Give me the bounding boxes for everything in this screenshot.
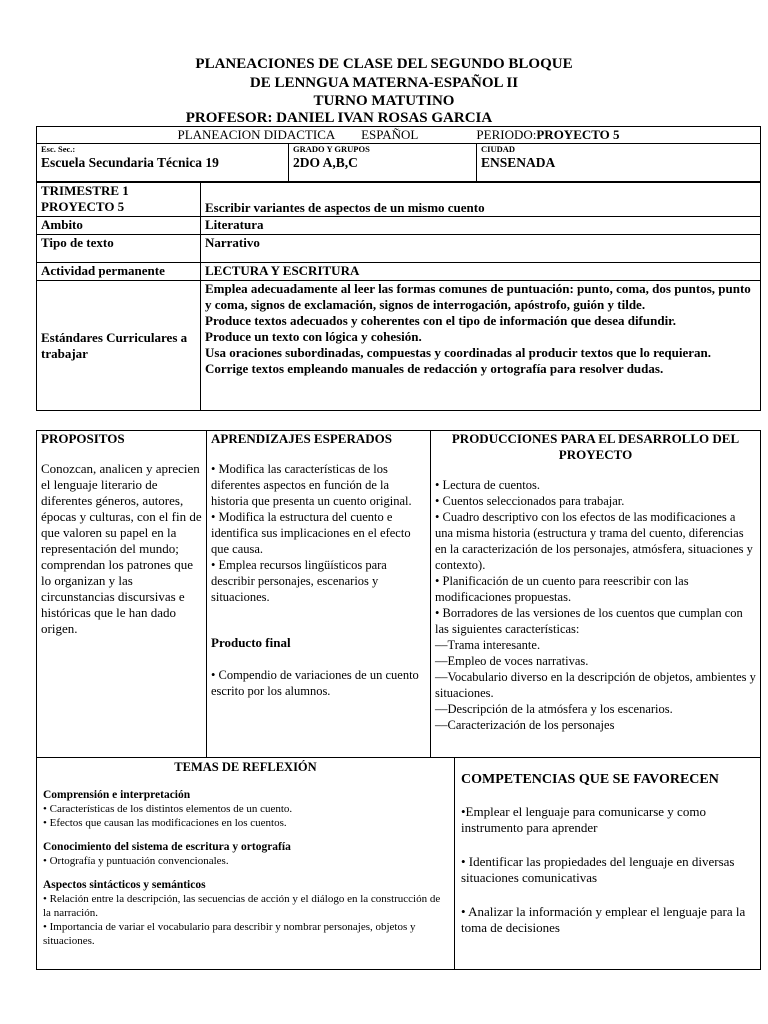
produccion-3: • Cuadro descriptivo con los efectos de las modificaciones a una misma historia (estructura y trama del cuento, diferencias en la caracterización de los personajes, atmósfera, situaciones y contexto).	[435, 510, 753, 572]
city-value: ENSENADA	[481, 155, 556, 170]
produccion-7: ––Empleo de voces narrativas.	[435, 654, 589, 668]
estandares-label: Estándares Curriculares a trabajar	[37, 281, 201, 411]
aprendizajes-cell	[207, 431, 431, 758]
estandar-4: Usa oraciones subordinadas, compuestas y coordinadas al producir textos que lo requieran.	[205, 345, 711, 360]
title-line-3: TURNO MATUTINO	[313, 93, 455, 109]
competencias-cell	[455, 758, 761, 970]
tipo-value: Narrativo	[201, 235, 761, 263]
produccion-8: ––Vocabulario diverso en la descripción de objetos, ambientes y situaciones.	[435, 670, 756, 700]
temas-section-3-item-1: • Relación entre la descripción, las secuencias de acción y el diálogo en la construcción de la narración.	[43, 893, 441, 919]
info-table	[36, 126, 761, 182]
tipo-label: Tipo de texto	[37, 235, 201, 263]
competencia-2: • Identificar las propiedades del lenguaje en diversas situaciones comunicativas	[461, 854, 735, 885]
plan-bar-left: PLANEACION DIDACTICA	[177, 127, 335, 142]
actividad-value: LECTURA Y ESCRITURA	[201, 263, 761, 281]
aprendizajes-heading: APRENDIZAJES ESPERADOS	[211, 431, 392, 446]
school-cell	[37, 144, 289, 182]
produccion-5: • Borradores de las versiones de los cuentos que cumplan con las siguientes características:	[435, 606, 743, 636]
plan-bar-period-label: PERIODO:	[476, 127, 537, 142]
competencia-3: • Analizar la información y emplear el lenguaje para la toma de decisiones	[461, 904, 746, 935]
grade-label: GRADO Y GRUPOS	[293, 144, 370, 154]
trimestre-cell	[37, 183, 201, 217]
estandar-2: Produce textos adecuados y coherentes con el tipo de información que desea difundir.	[205, 313, 677, 328]
produccion-1: • Lectura de cuentos.	[435, 478, 541, 492]
teacher-line: PROFESOR: DANIEL IVAN ROSAS GARCIA	[185, 110, 493, 126]
title-line-1: PLANEACIONES DE CLASE DEL SEGUNDO BLOQUE	[195, 56, 573, 72]
produccion-6: ––Trama interesante.	[435, 638, 541, 652]
temas-section-1-item-1: • Características de los distintos elementos de un cuento.	[43, 803, 293, 815]
produccion-4: • Planificación de un cuento para reescribir con las modificaciones propuestas.	[435, 574, 689, 604]
propositos-text: Conozcan, analicen y aprecien el lenguaje literario de diferentes géneros, autores, épocas y culturas, con el fin de que valoren su papel en la representación del mundo; comprendan los patrones que lo organizan y las circunstancias discursivas e históricas que le han dado origen.	[41, 461, 202, 636]
aprendizaje-1: • Modifica las características de los diferentes aspectos en función de la historia que presenta un cuento original.	[211, 462, 412, 508]
estandar-5: Corrige textos empleando manuales de redacción y ortografía para resolver dudas.	[205, 361, 664, 376]
ambito-value: Literatura	[201, 217, 761, 235]
aprendizaje-3: • Emplea recursos lingüísticos para describir personajes, escenarios y situaciones.	[211, 558, 387, 604]
plan-bar-subject: ESPAÑOL	[361, 127, 418, 142]
temas-section-1-item-2: • Efectos que causan las modificaciones en los cuentos.	[43, 817, 287, 829]
competencia-1: •Emplear el lenguaje para comunicarse y como instrumento para aprender	[461, 804, 706, 835]
middle-table	[36, 430, 761, 758]
producto-heading: Producto final	[211, 635, 291, 650]
grade-cell	[289, 144, 477, 182]
producciones-heading: PRODUCCIONES PARA EL DESARROLLO DEL PROYECTO	[451, 431, 740, 462]
estandar-3: Produce un texto con lógica y cohesión.	[205, 329, 422, 344]
plan-bar	[37, 127, 761, 144]
estandar-1: Emplea adecuadamente al leer las formas comunes de puntuación: punto, coma, dos puntos, punto y coma, signos de exclamación, signos de interrogación, apóstrofo, guión y tilde.	[205, 281, 751, 312]
school-label: Esc. Sec.:	[41, 144, 76, 154]
estandares-cell	[201, 281, 761, 411]
proyecto-label: PROYECTO 5	[41, 199, 125, 214]
title-line-2: DE LENNGUA MATERNA-ESPAÑOL II	[249, 75, 519, 91]
temas-heading: TEMAS DE REFLEXIÓN	[174, 760, 317, 774]
temas-section-2-title: Conocimiento del sistema de escritura y ortografía	[43, 841, 291, 853]
producto-text: • Compendio de variaciones de un cuento escrito por los alumnos.	[211, 668, 419, 698]
temas-cell	[37, 758, 455, 970]
produccion-2: • Cuentos seleccionados para trabajar.	[435, 494, 625, 508]
temas-section-2-item-1: • Ortografía y puntuación convencionales.	[43, 855, 229, 867]
ambito-label: Ambito	[37, 217, 201, 235]
competencias-heading: COMPETENCIAS QUE SE FAVORECEN	[461, 772, 719, 787]
trimestre-label: TRIMESTRE 1	[41, 183, 129, 198]
grade-value: 2DO A,B,C	[293, 155, 358, 170]
temas-section-3-title: Aspectos sintácticos y semánticos	[43, 879, 206, 891]
producciones-cell	[431, 431, 761, 758]
propositos-heading: PROPOSITOS	[41, 431, 125, 446]
school-value: Escuela Secundaria Técnica 19	[41, 155, 219, 170]
plan-bar-period-value: PROYECTO 5	[536, 127, 620, 142]
temas-section-3-item-2: • Importancia de variar el vocabulario para describir y nombrar personajes, objetos y situaciones.	[43, 921, 416, 947]
propositos-cell	[37, 431, 207, 758]
produccion-10: ––Caracterización de los personajes	[435, 718, 615, 732]
proyecto-value: Escribir variantes de aspectos de un mismo cuento	[201, 183, 761, 217]
bottom-table	[36, 757, 761, 970]
city-label: CIUDAD	[481, 144, 515, 154]
produccion-9: ––Descripción de la atmósfera y los escenarios.	[435, 702, 673, 716]
aprendizaje-2: • Modifica la estructura del cuento e identifica sus implicaciones en el efecto que causa.	[211, 510, 411, 556]
temas-section-1-title: Comprensión e interpretación	[43, 789, 191, 801]
project-table	[36, 182, 761, 411]
actividad-label: Actividad permanente	[37, 263, 201, 281]
city-cell	[477, 144, 761, 182]
